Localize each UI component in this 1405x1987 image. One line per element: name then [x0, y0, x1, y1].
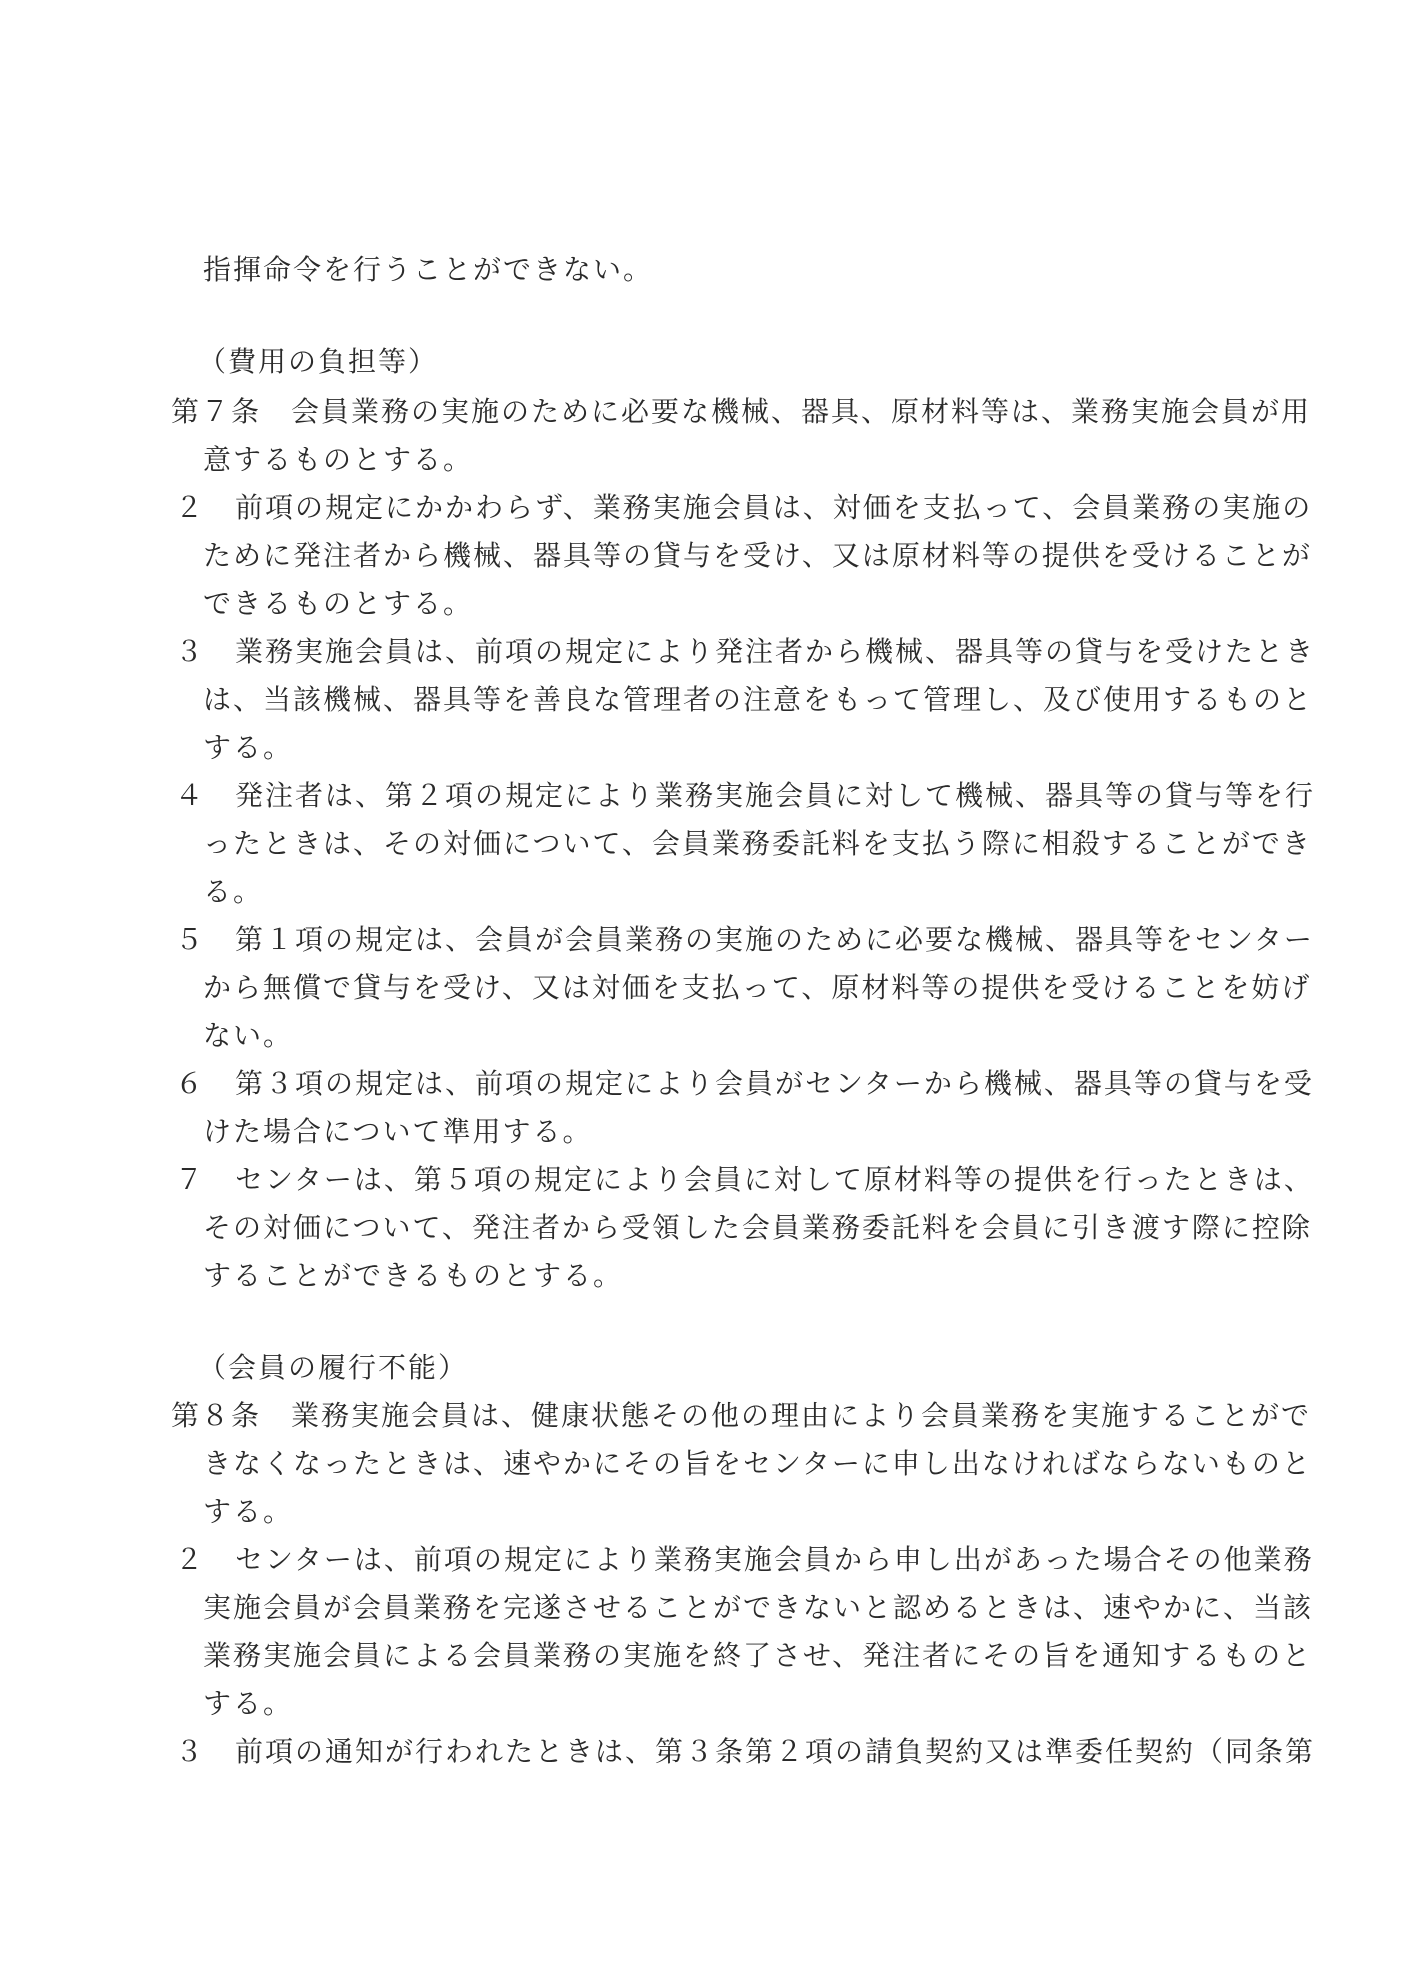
paragraph-line: ７ センターは、第５項の規定により会員に対して原材料等の提供を行ったときは、 [175, 1163, 1314, 1196]
paragraph-line: ２ センターは、前項の規定により業務実施会員から申し出があった場合その他業務 [175, 1543, 1314, 1576]
paragraph-line: その対価について、発注者から受領した会員業務委託料を会員に引き渡す際に控除 [203, 1211, 1312, 1244]
paragraph-line: ない。 [203, 1019, 294, 1052]
paragraph-line: けた場合について準用する。 [203, 1115, 593, 1148]
paragraph-line: 業務実施会員による会員業務の実施を終了させ、発注者にその旨を通知するものと [203, 1639, 1313, 1672]
paragraph-line: 実施会員が会員業務を完遂させることができないと認めるときは、速やかに、当該 [203, 1591, 1314, 1624]
article-line: きなくなったときは、速やかにその旨をセンターに申し出なければならないものと [203, 1447, 1312, 1480]
paragraph-line: から無償で貸与を受け、又は対価を支払って、原材料等の提供を受けることを妨げ [203, 971, 1312, 1004]
paragraph-line: ２ 前項の規定にかかわらず、業務実施会員は、対価を支払って、会員業務の実施の [175, 491, 1313, 524]
paragraph-line: ３ 前項の通知が行われたときは、第３条第２項の請負契約又は準委任契約（同条第 [175, 1735, 1316, 1768]
paragraph-line: ために発注者から機械、器具等の貸与を受け、又は原材料等の提供を受けることが [203, 539, 1312, 572]
article-line: 第８条 業務実施会員は、健康状態その他の理由により会員業務を実施することがで [171, 1399, 1312, 1432]
paragraph-line: ３ 業務実施会員は、前項の規定により発注者から機械、器具等の貸与を受けたとき [175, 635, 1316, 668]
article-line: 意するものとする。 [203, 443, 474, 476]
section-heading: （費用の負担等） [198, 345, 439, 378]
paragraph-line: ５ 第１項の規定は、会員が会員業務の実施のために必要な機械、器具等をセンター [175, 923, 1314, 956]
section-heading: （会員の履行不能） [198, 1351, 469, 1384]
paragraph-line: は、当該機械、器具等を善良な管理者の注意をもって管理し、及び使用するものと [203, 683, 1314, 716]
paragraph-line: る。 [203, 875, 264, 908]
paragraph-line: ６ 第３項の規定は、前項の規定により会員がセンターから機械、器具等の貸与を受 [175, 1067, 1314, 1100]
paragraph-line: ったときは、その対価について、会員業務委託料を支払う際に相殺することができ [203, 827, 1312, 860]
article-line: 第７条 会員業務の実施のために必要な機械、器具、原材料等は、業務実施会員が用 [171, 395, 1312, 428]
paragraph-line: ４ 発注者は、第２項の規定により業務実施会員に対して機械、器具等の貸与等を行 [175, 779, 1316, 812]
article-line: する。 [203, 1495, 294, 1528]
paragraph-line: する。 [203, 1687, 294, 1720]
paragraph-line: できるものとする。 [203, 587, 474, 620]
paragraph-line: することができるものとする。 [203, 1259, 624, 1292]
paragraph-line: する。 [203, 731, 294, 764]
body-line: 指揮命令を行うことができない。 [203, 253, 654, 286]
